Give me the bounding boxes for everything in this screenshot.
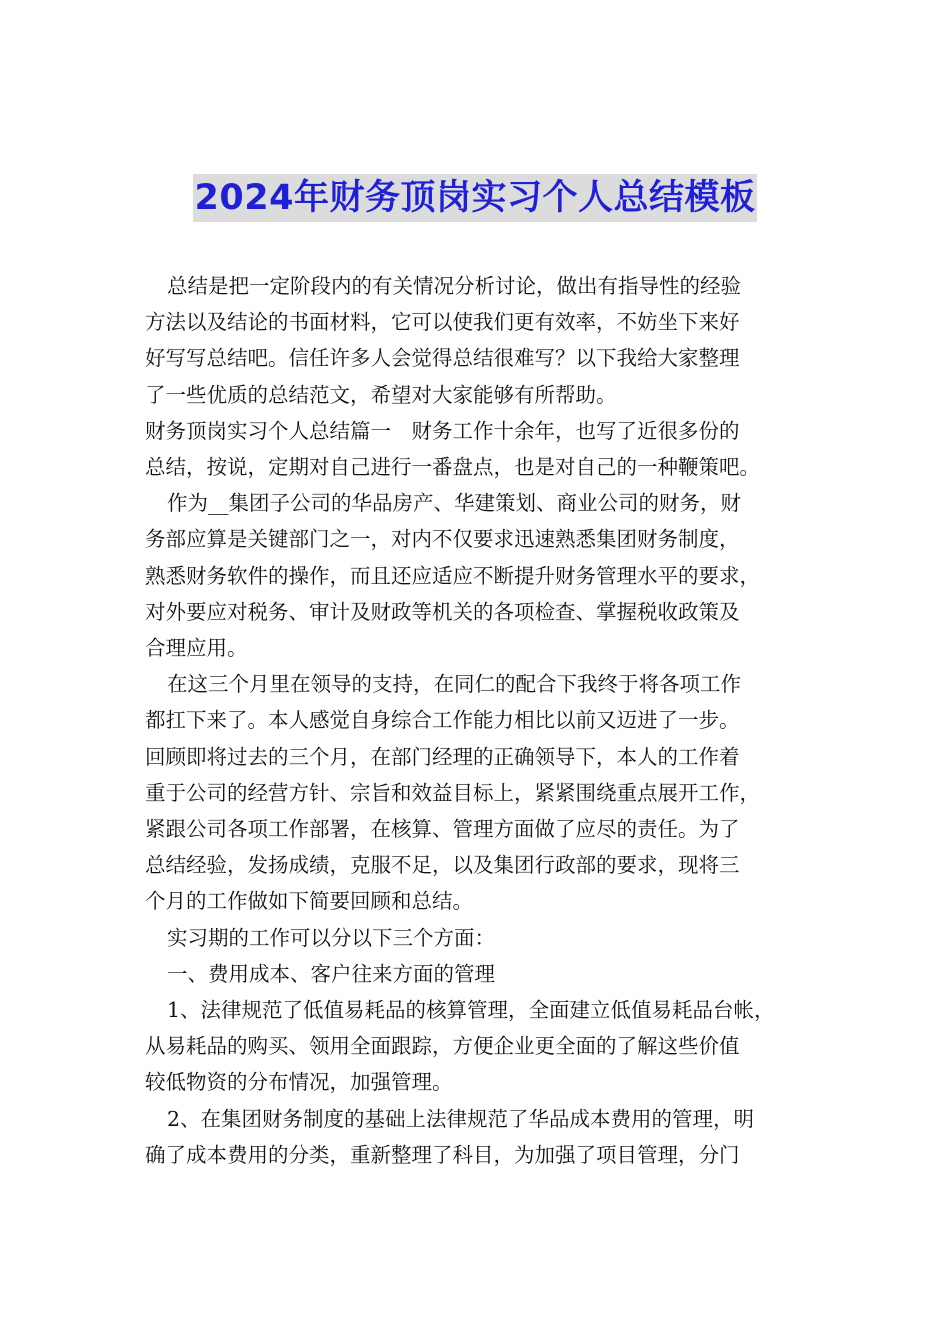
text-line: 了一些优质的总结范文，希望对大家能够有所帮助。 <box>145 382 617 407</box>
text-line: 熟悉财务软件的操作，而且还应适应不断提升财务管理水平的要求， <box>145 563 760 588</box>
text-line: 都扛下来了。本人感觉自身综合工作能力相比以前又迈进了一步。 <box>145 708 740 733</box>
text-line: 紧跟公司各项工作部署，在核算、管理方面做了应尽的责任。为了 <box>145 817 740 842</box>
text-line: 财务顶岗实习个人总结篇一 财务工作十余年，也写了近很多份的 <box>145 418 740 443</box>
text-line: 个月的工作做如下简要回顾和总结。 <box>145 889 473 914</box>
text-line: 好写写总结吧。信任许多人会觉得总结很难写？以下我给大家整理 <box>145 346 740 371</box>
text-line: 总结是把一定阶段内的有关情况分析讨论，做出有指导性的经验 <box>167 274 741 298</box>
text-line: 确了成本费用的分类，重新整理了科目，为加强了项目管理，分门 <box>145 1142 740 1167</box>
text-line: 总结经验，发扬成绩，克服不足，以及集团行政部的要求，现将三 <box>145 853 740 878</box>
text-line: 总结，按说，定期对自己进行一番盘点，也是对自己的一种鞭策吧。 <box>145 455 760 480</box>
text-line: 回顾即将过去的三个月，在部门经理的正确领导下，本人的工作着 <box>145 744 740 769</box>
text-line: 1、法律规范了低值易耗品的核算管理，全面建立低值易耗品台帐， <box>167 998 775 1023</box>
text-line: 重于公司的经营方针、宗旨和效益目标上，紧紧围绕重点展开工作， <box>145 780 760 805</box>
text-line: 方法以及结论的书面材料，它可以使我们更有效率，不妨坐下来好 <box>145 310 740 335</box>
text-line: 务部应算是关键部门之一，对内不仅要求迅速熟悉集团财务制度， <box>145 527 740 552</box>
text-line: 实习期的工作可以分以下三个方面： <box>167 925 495 950</box>
text-line: 一、费用成本、客户往来方面的管理 <box>167 961 495 986</box>
text-line: 对外要应对税务、审计及财政等机关的各项检查、掌握税收政策及 <box>145 599 740 624</box>
text-line: 在这三个月里在领导的支持，在同仁的配合下我终于将各项工作 <box>167 672 741 697</box>
document-title: 2024年财务顶岗实习个人总结模板 <box>193 174 758 222</box>
text-line: 作为__集团子公司的华品房产、华建策划、商业公司的财务，财 <box>167 491 741 516</box>
text-line: 较低物资的分布情况，加强管理。 <box>145 1070 453 1095</box>
text-line: 2、在集团财务制度的基础上法律规范了华品成本费用的管理，明 <box>167 1106 755 1131</box>
document-body <box>145 268 810 1173</box>
text-line: 从易耗品的购买、领用全面跟踪，方便企业更全面的了解这些价值 <box>145 1034 740 1059</box>
title-container <box>0 174 950 222</box>
text-line: 合理应用。 <box>145 636 248 661</box>
